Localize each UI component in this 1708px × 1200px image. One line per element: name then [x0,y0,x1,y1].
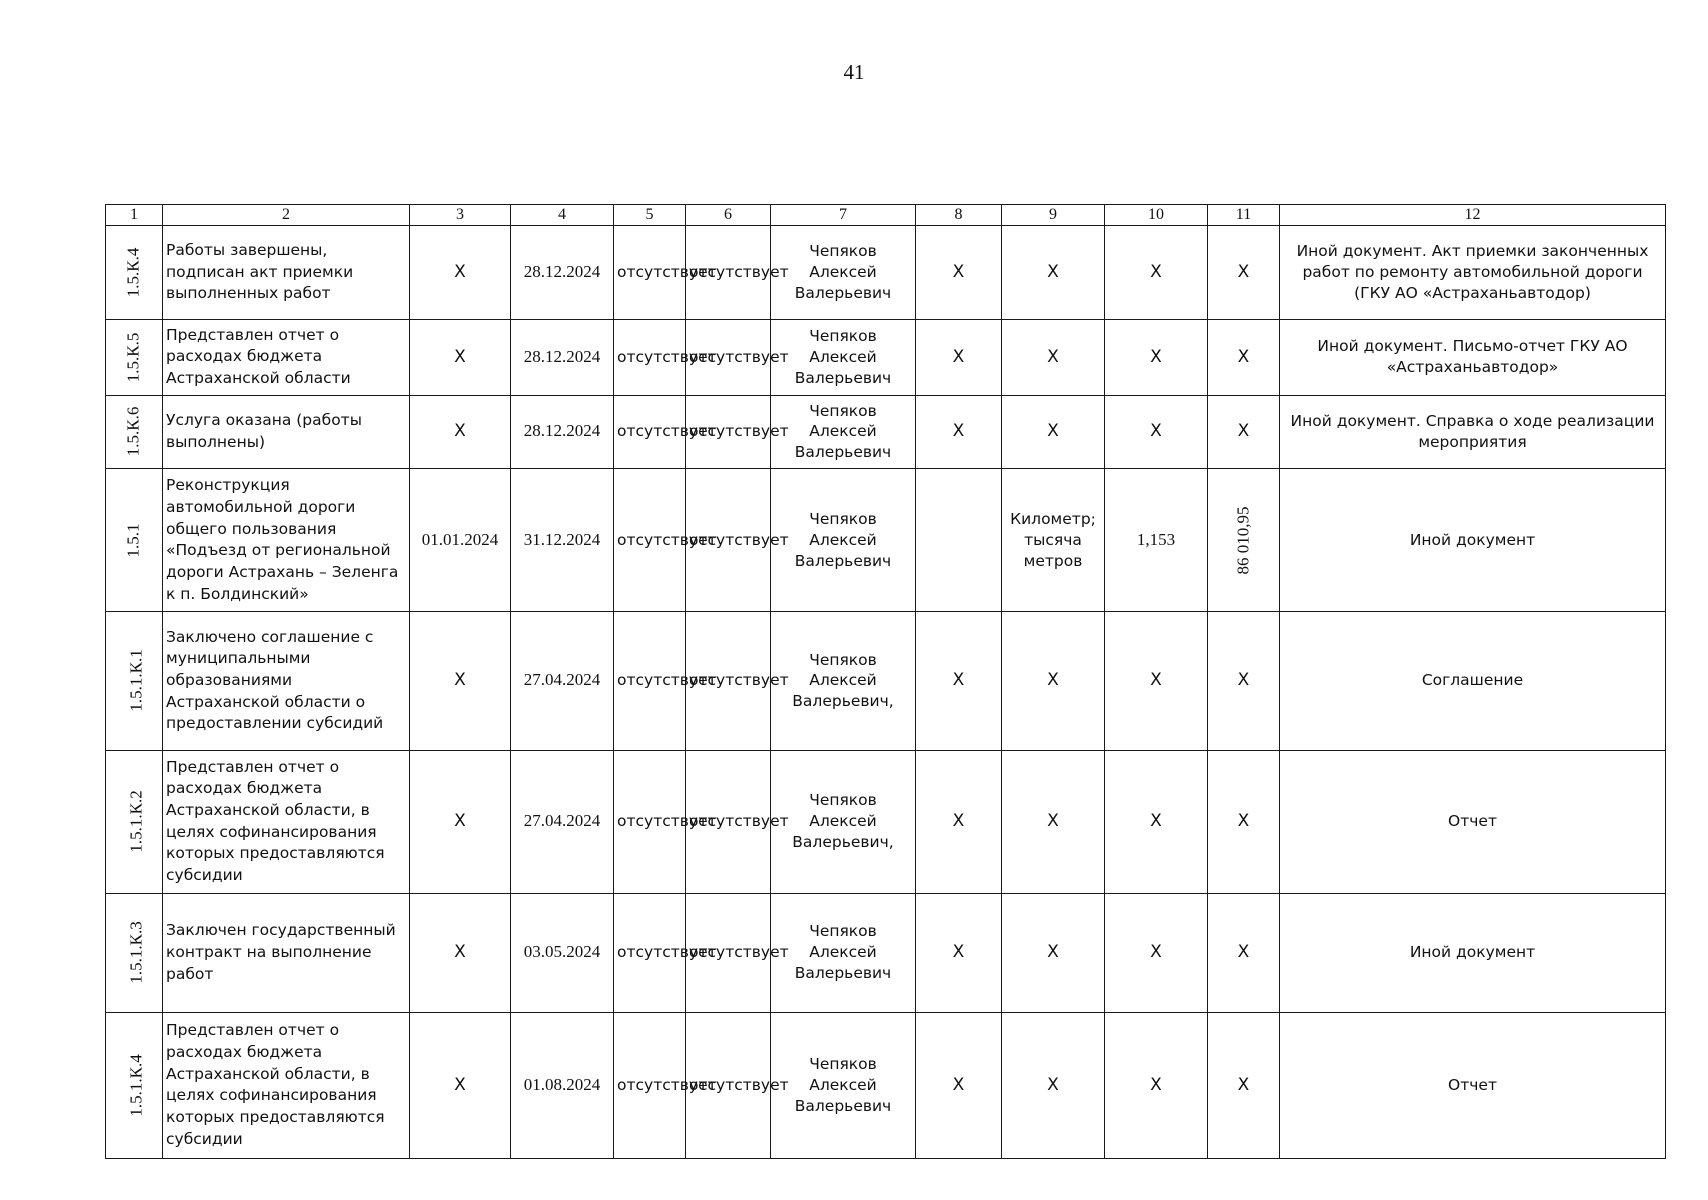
table-row [106,1012,1666,1158]
column-header: 6 [686,205,771,226]
col9-value: X [1002,395,1105,469]
col10-value: X [1105,319,1208,395]
start-date: X [410,1012,511,1158]
document-type: Иной документ. Справка о ходе реализации мероприятия [1280,395,1666,469]
table-row [106,469,1666,612]
col5-value: отсутствует [614,226,686,320]
document-type: Иной документ. Письмо-отчет ГКУ АО «Астраханьавтодор» [1280,319,1666,395]
col5-value: отсутствует [614,612,686,750]
table-row [106,612,1666,750]
end-date: 01.08.2024 [511,1012,614,1158]
table-row [106,226,1666,320]
column-header: 3 [410,205,511,226]
col11-value: X [1208,226,1280,320]
col10-value: X [1105,893,1208,1012]
responsible-person: Чепяков Алексей Валерьевич, [771,612,916,750]
column-header: 7 [771,205,916,226]
end-date: 31.12.2024 [511,469,614,612]
budget-cell [1208,469,1280,612]
col6-value: отсутствует [686,226,771,320]
row-code-cell [106,226,163,320]
document-type: Соглашение [1280,612,1666,750]
end-date: 28.12.2024 [511,395,614,469]
col6-value: отсутствует [686,469,771,612]
col11-value: X [1208,893,1280,1012]
row-code: 1.5.1.К.2 [126,790,146,853]
col5-value: отсутствует [614,1012,686,1158]
col10-value: X [1105,612,1208,750]
col8-value: X [916,612,1002,750]
col5-value: отсутствует [614,395,686,469]
col9-value: X [1002,1012,1105,1158]
page-number: 41 [843,60,865,84]
row-code: 1.5.К.6 [123,407,143,457]
unit-of-measure: Километр; тысяча метров [1002,469,1105,612]
col6-value: отсутствует [686,1012,771,1158]
row-name: Работы завершены, подписан акт приемки выполненных работ [163,226,410,320]
row-code: 1.5.К.4 [123,247,143,298]
column-header: 11 [1208,205,1280,226]
col11-value: X [1208,395,1280,469]
start-date: X [410,395,511,469]
col8-value: X [916,226,1002,320]
table-row [106,395,1666,469]
budget-amount: 86 010,95 [1233,506,1253,575]
col8-value: X [916,893,1002,1012]
responsible-person: Чепяков Алексей Валерьевич [771,226,916,320]
col10-value: X [1105,395,1208,469]
responsible-person: Чепяков Алексей Валерьевич [771,469,916,612]
document-type: Иной документ [1280,469,1666,612]
column-header: 12 [1280,205,1666,226]
column-header: 5 [614,205,686,226]
row-name: Представлен отчет о расходах бюджета Астраханской области, в целях софинансирования которых предоставляются субсидии [163,750,410,893]
col6-value: отсутствует [686,395,771,469]
col6-value: отсутствует [686,893,771,1012]
responsible-person: Чепяков Алексей Валерьевич [771,395,916,469]
col11-value: X [1208,612,1280,750]
row-code: 1.5.1 [123,523,143,558]
col8-value: X [916,395,1002,469]
table-row [106,750,1666,893]
start-date: X [410,750,511,893]
row-code: 1.5.1.К.4 [126,1054,146,1117]
col9-value: X [1002,612,1105,750]
col10-value: X [1105,750,1208,893]
planned-value: 1,153 [1105,469,1208,612]
column-header: 1 [106,205,163,226]
col8-value: X [916,1012,1002,1158]
row-code-cell [106,395,163,469]
col11-value: X [1208,319,1280,395]
row-code-cell [106,612,163,750]
row-code-cell [106,893,163,1012]
row-code-cell [106,750,163,893]
col10-value: X [1105,226,1208,320]
column-header: 9 [1002,205,1105,226]
col6-value: отсутствует [686,750,771,893]
col11-value: X [1208,1012,1280,1158]
table-row [106,319,1666,395]
row-code: 1.5.1.К.3 [126,921,146,984]
end-date: 28.12.2024 [511,226,614,320]
row-name: Представлен отчет о расходах бюджета Астраханской области [163,319,410,395]
col8-value: X [916,750,1002,893]
row-name: Заключено соглашение с муниципальными образованиями Астраханской области о предоставлении субсидий [163,612,410,750]
row-code-cell [106,319,163,395]
row-code-cell [106,469,163,612]
row-code: 1.5.К.5 [123,332,143,383]
col5-value: отсутствует [614,893,686,1012]
document-type: Иной документ [1280,893,1666,1012]
col8-value [916,469,1002,612]
responsible-person: Чепяков Алексей Валерьевич [771,1012,916,1158]
responsible-person: Чепяков Алексей Валерьевич [771,319,916,395]
document-type: Иной документ. Акт приемки законченных работ по ремонту автомобильной дороги (ГКУ АО «Астраханьавтодор) [1280,226,1666,320]
col9-value: X [1002,226,1105,320]
row-name: Заключен государственный контракт на выполнение работ [163,893,410,1012]
end-date: 27.04.2024 [511,612,614,750]
document-type: Отчет [1280,1012,1666,1158]
end-date: 27.04.2024 [511,750,614,893]
col11-value: X [1208,750,1280,893]
start-date: X [410,893,511,1012]
column-header: 4 [511,205,614,226]
control-points-table [105,204,1666,1159]
col5-value: отсутствует [614,469,686,612]
end-date: 28.12.2024 [511,319,614,395]
responsible-person: Чепяков Алексей Валерьевич, [771,750,916,893]
col9-value: X [1002,893,1105,1012]
col6-value: отсутствует [686,612,771,750]
document-type: Отчет [1280,750,1666,893]
start-date: X [410,319,511,395]
row-code-cell [106,1012,163,1158]
row-code: 1.5.1.К.1 [126,649,146,713]
start-date: 01.01.2024 [410,469,511,612]
column-header: 10 [1105,205,1208,226]
col6-value: отсутствует [686,319,771,395]
responsible-person: Чепяков Алексей Валерьевич [771,893,916,1012]
col9-value: X [1002,319,1105,395]
end-date: 03.05.2024 [511,893,614,1012]
col5-value: отсутствует [614,319,686,395]
column-number-row [106,205,1666,226]
column-header: 2 [163,205,410,226]
col5-value: отсутствует [614,750,686,893]
row-name: Представлен отчет о расходах бюджета Астраханской области, в целях софинансирования которых предоставляются субсидии [163,1012,410,1158]
table-row [106,893,1666,1012]
col8-value: X [916,319,1002,395]
row-name: Реконструкция автомобильной дороги общего пользования «Подъезд от региональной дороги Астрахань – Зеленга к п. Болдинский» [163,469,410,612]
column-header: 8 [916,205,1002,226]
col9-value: X [1002,750,1105,893]
col10-value: X [1105,1012,1208,1158]
row-name: Услуга оказана (работы выполнены) [163,395,410,469]
start-date: X [410,226,511,320]
start-date: X [410,612,511,750]
